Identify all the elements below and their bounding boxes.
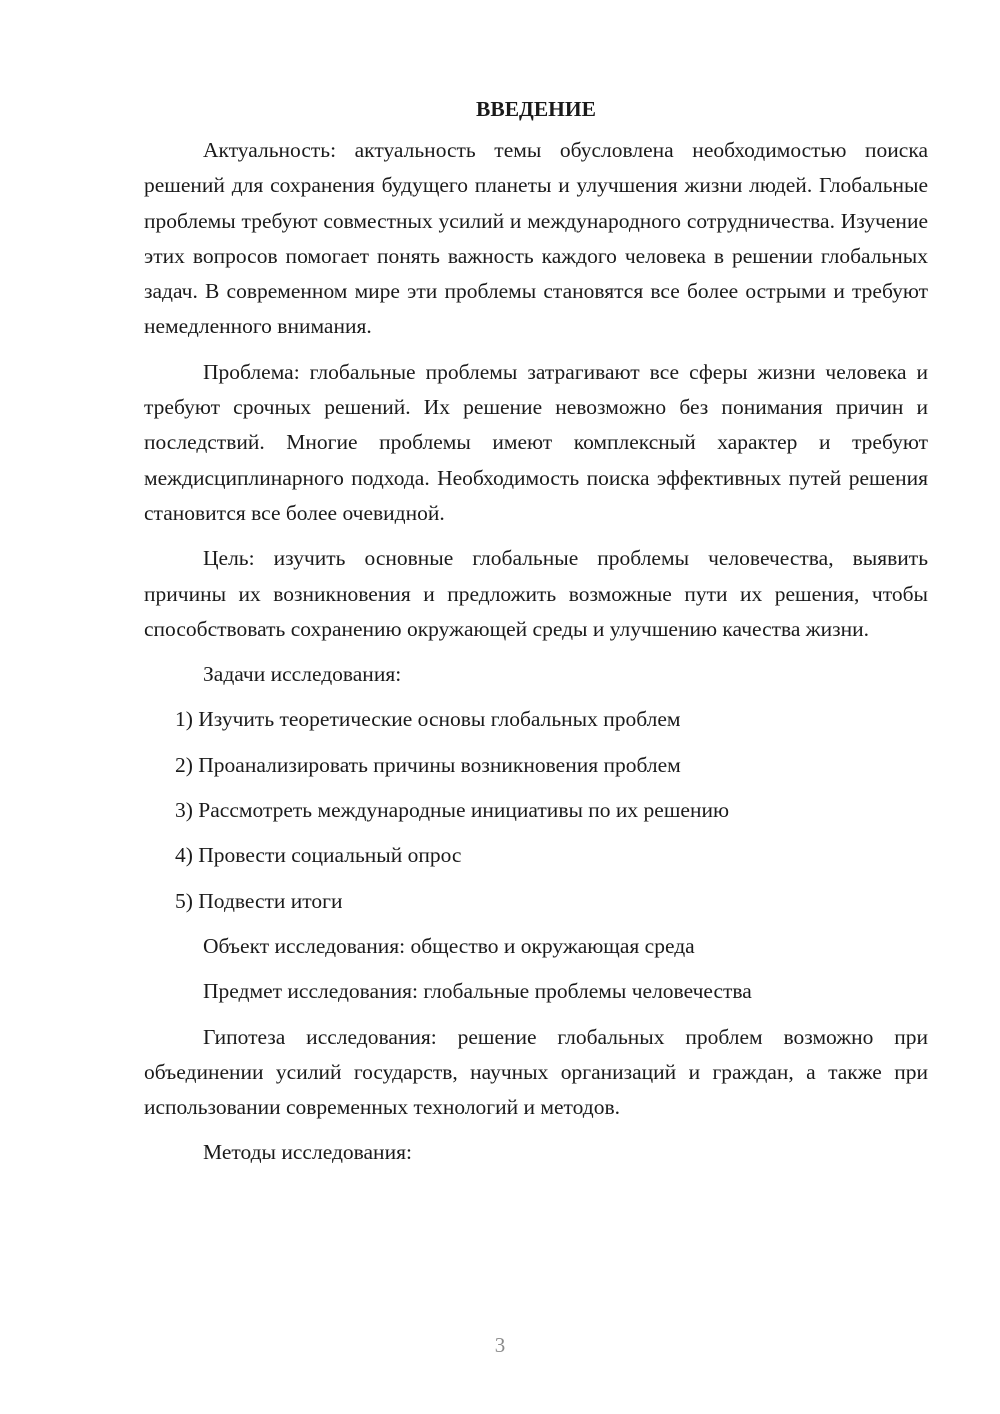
tasks-heading: Задачи исследования: bbox=[203, 662, 402, 687]
list-item: 4) Провести социальный опрос bbox=[175, 843, 462, 868]
research-object: Объект исследования: общество и окружающая среда bbox=[203, 933, 695, 958]
list-item: 2) Проанализировать причины возникновения проблем bbox=[175, 752, 681, 777]
page-title: ВВЕДЕНИЕ bbox=[476, 97, 596, 121]
list-item: 3) Рассмотреть международные инициативы по их решению bbox=[175, 798, 730, 823]
document-page bbox=[144, 92, 928, 1181]
page-number: 3 bbox=[494, 1333, 506, 1357]
problem-paragraph: Проблема: глобальные проблемы затрагивают все сферы жизни человека и требуют срочных решений. Их решение невозможно без понимания причин и последствий. Многие проблемы имеют комплексный характер и требуют междисциплинарного подхода. Необходимость поиска эффективных путей решения становится все более очевидной. bbox=[144, 359, 928, 525]
list-item: 1) Изучить теоретические основы глобальных проблем bbox=[175, 707, 681, 732]
goal-paragraph: Цель: изучить основные глобальные проблемы человечества, выявить причины их возникновения и предложить возможные пути их решения, чтобы способствовать сохранению окружающей среды и улучшению качества жизни. bbox=[144, 546, 928, 641]
hypothesis-paragraph: Гипотеза исследования: решение глобальных проблем возможно при объединении усилий государств, научных организаций и граждан, а также при использовании современных технологий и методов. bbox=[144, 1024, 928, 1120]
list-item: 5) Подвести итоги bbox=[175, 888, 343, 913]
methods-heading: Методы исследования: bbox=[203, 1140, 412, 1165]
relevance-paragraph: Актуальность: актуальность темы обусловлена необходимостью поиска решений для сохранения будущего планеты и улучшения жизни людей. Глобальные проблемы требуют совместных усилий и международного сотрудничества. Изучение этих вопросов помогает понять важность каждого человека в решении глобальных задач. В современном мире эти проблемы становятся все более острыми и требуют немедленного внимания. bbox=[144, 138, 928, 339]
tasks-list bbox=[144, 702, 928, 918]
research-subject: Предмет исследования: глобальные проблемы человечества bbox=[203, 979, 752, 1004]
